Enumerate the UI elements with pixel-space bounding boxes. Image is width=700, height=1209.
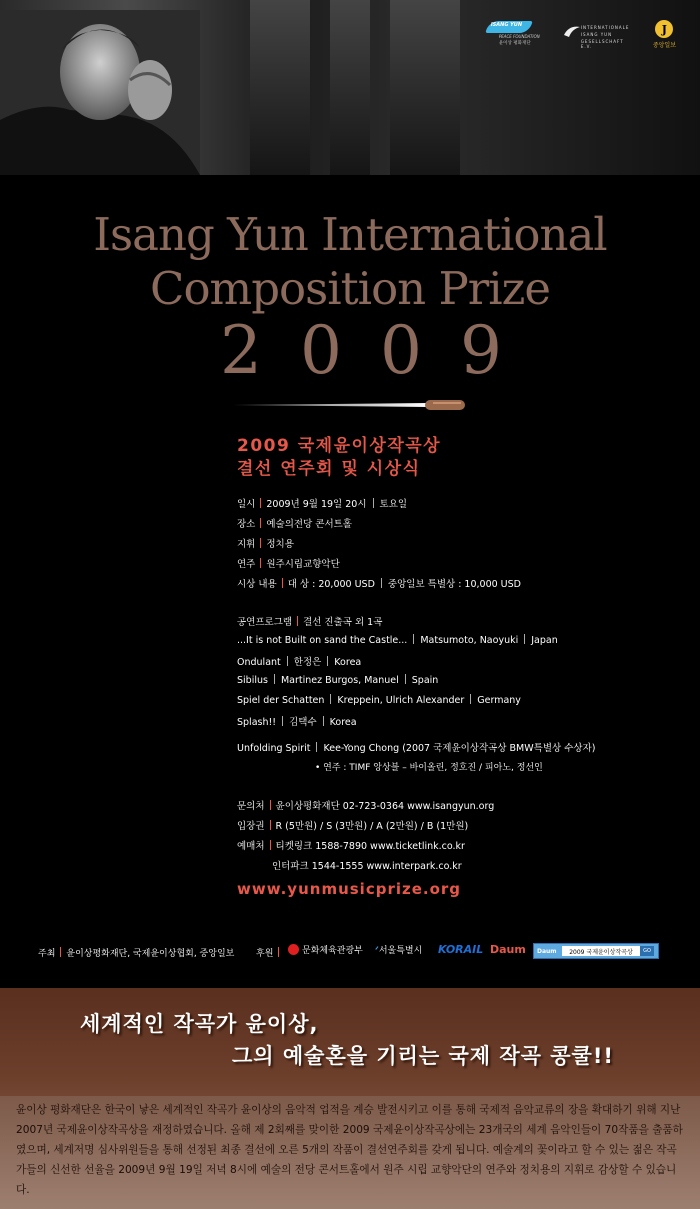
slogan-line-2: 그의 예술혼을 기리는 국제 작곡 콩쿨!! (232, 1044, 614, 1068)
detail-conductor: 지휘 정치용 (237, 539, 294, 550)
contact-tickets: 입장권 R (5만원) / S (3만원) / A (2만원) / B (1만원) (237, 821, 469, 832)
contact-booking: 예매처 티켓링크 1588-7890 www.ticketlink.co.kr (237, 841, 465, 852)
program-note: • 연주 : TIMF 앙상블 – 바이올린, 정호진 / 피아노, 정선인 (315, 763, 543, 773)
korean-title-line-1: 2009 국제윤이상작곡상 (237, 436, 442, 456)
window-pane (390, 0, 460, 175)
window-pane (250, 0, 310, 175)
website-link[interactable]: www.yunmusicprize.org (237, 880, 462, 898)
sponsor-bar (0, 938, 700, 968)
slogan-line-1: 세계적인 작곡가 윤이상, (80, 1012, 319, 1036)
title-line-1: Isang Yun International (93, 208, 607, 261)
sponsor-korail: KORAIL (438, 943, 484, 956)
description-text: 윤이상 평화재단은 한국이 낳은 세계적인 작곡가 윤이상의 음악적 업적을 계승 발전시키고 이를 통해 국제적 음악교류의 장을 확대하기 위해 지난 2007년 국제윤이상작곡상을 재정하였습니다. 올해 제 2회째를 맞이한 2009 국제윤이상작곡상에는 23개국의 세계 음악인들이 70작품을 출품하였으며, 세계저명 심사위원들을 통해 선정된 최종 결선에 오른 5개의 작품이 결선연주회를 갖게 됩니다. 예술계의 꽃이라고 할 수 있는 젊은 작곡가들의 신선한 선율을 2009년 9월 19일 저녁 8시에 예술의 전당 콘서트홀에서 원주 시립 교향악단의 연주와 정치용의 지휘로 감상할 수 있습니다. (16, 1104, 683, 1196)
detail-venue: 장소 예술의전당 콘서트홀 (237, 519, 352, 530)
joongang-logo: J 중앙일보 (653, 20, 676, 49)
peace-foundation-logo: ISANG YUN PEACE FOUNDATION 윤이상 평화재단 (487, 21, 545, 49)
detail-orchestra: 연주 원주시립교향악단 (237, 559, 340, 570)
program-piece: Ondulant 한정은 Korea (237, 657, 362, 668)
title-line-2: Composition Prize (150, 262, 550, 315)
title-year: 2009 (220, 312, 540, 389)
detail-date: 일시 2009년 9월 19일 20시 토요일 (237, 499, 408, 510)
culture-ministry-icon (288, 944, 299, 955)
description-box (0, 1096, 700, 1209)
sponsor-logos (487, 20, 676, 49)
program-piece: ...It is not Built on sand the Castle... Matsumoto, Naoyuki Japan (237, 635, 558, 646)
sponsor-culture-ministry: 문화체육관광부 (288, 943, 363, 956)
hero-photo (0, 0, 700, 175)
composer-portrait (0, 10, 200, 175)
korean-title-line-2: 결선 연주회 및 시상식 (237, 459, 421, 479)
banner-go-button[interactable]: GO (640, 946, 654, 956)
contact-booking-2: 인터파크 1544-1555 www.interpark.co.kr (272, 861, 462, 872)
program-piece: Sibilus Martinez Burgos, Manuel Spain (237, 675, 439, 686)
baton-icon (233, 399, 468, 411)
prize-banner[interactable]: Daum 2009 국제윤이상작곡상 GO (533, 943, 659, 959)
seoul-icon: ᐟ (375, 946, 379, 956)
program-special-piece: Unfolding Spirit Kee-Yong Chong (2007 국제윤이상작곡상 BMW특별상 수상자) (237, 743, 596, 754)
sponsor-daum: Daum (490, 943, 526, 956)
detail-prize: 시상 내용 대 상 : 20,000 USD 중앙일보 특별상 : 10,000 USD (237, 579, 521, 590)
host-credit: 주최 윤이상평화재단, 국제윤이상협회, 중앙일보 (38, 949, 235, 959)
window-pane (330, 0, 370, 175)
program-piece: Spiel der Schatten Kreppein, Ulrich Alexander Germany (237, 695, 521, 706)
support-label: 후원 (256, 946, 284, 959)
bird-icon (563, 23, 581, 41)
contact-inquiry: 문의처 윤이상평화재단 02-723-0364 www.isangyun.org (237, 801, 495, 812)
program-header: 공연프로그램 결선 진출곡 외 1곡 (237, 617, 383, 628)
program-piece: Splash!! 김택수 Korea (237, 717, 357, 728)
promo-section (0, 988, 700, 1209)
sponsor-seoul: ᐟ서울특별시 (375, 946, 423, 956)
gesellschaft-logo: INTERNATIONALE ISANG YUN GESELLSCHAFT E.V. (563, 21, 635, 49)
